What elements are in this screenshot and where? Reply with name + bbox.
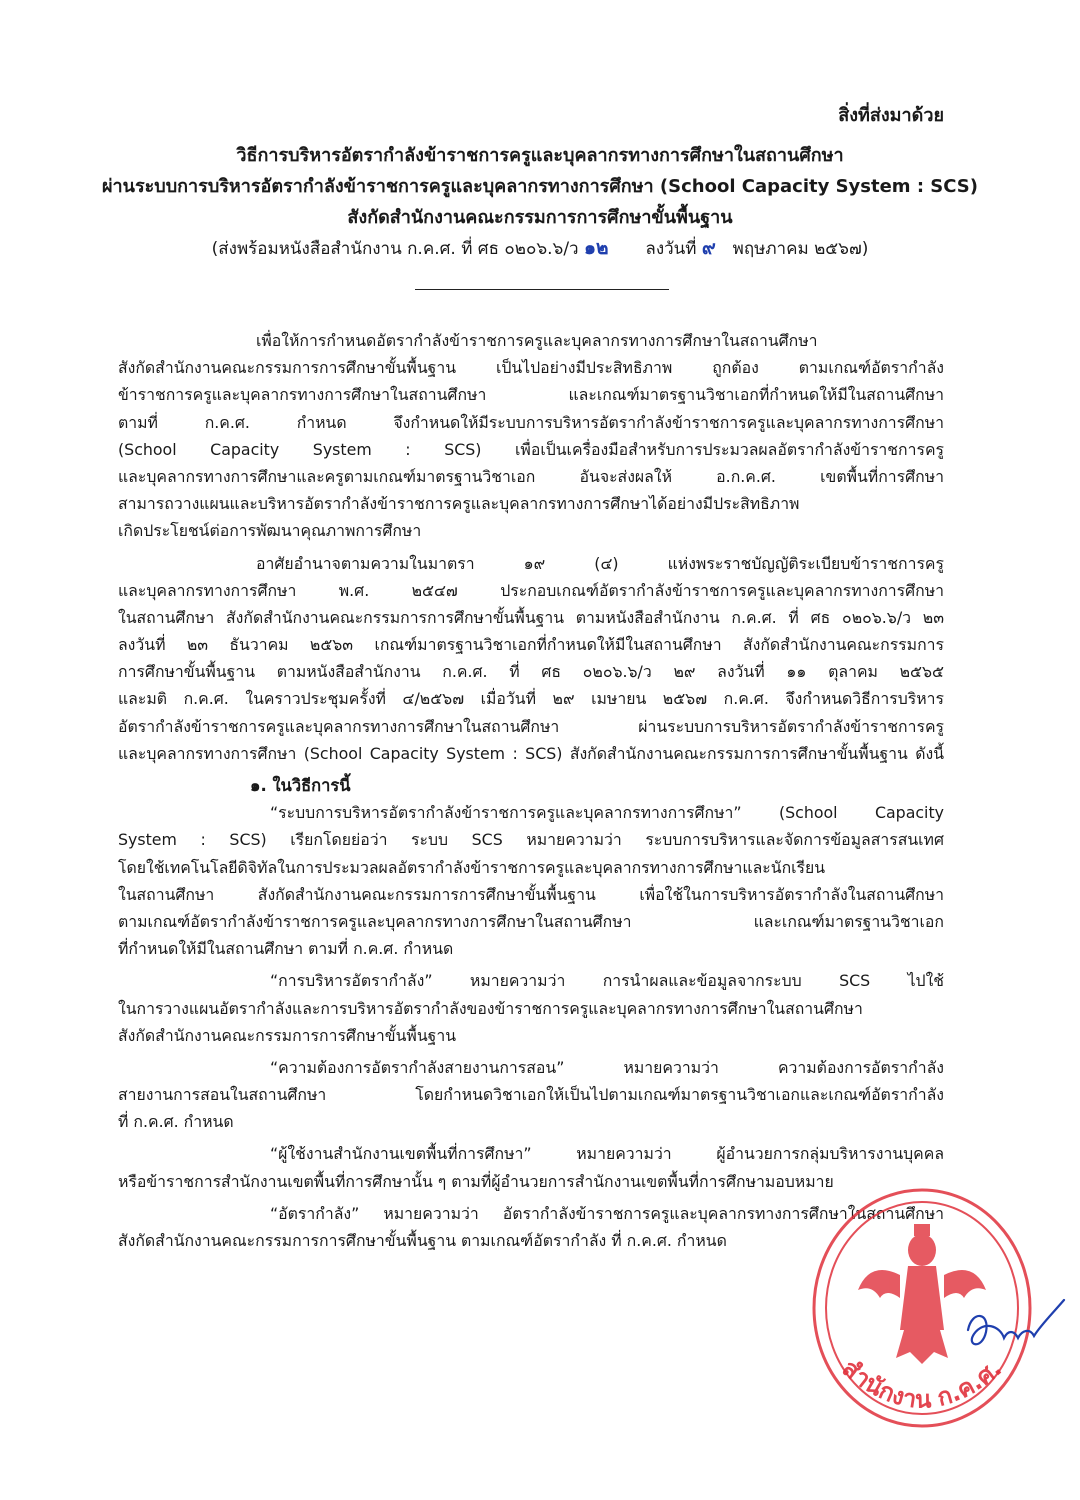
- text-line: เกิดประโยชน์ต่อการพัฒนาคุณภาพการศึกษา: [118, 521, 422, 541]
- text-line: ในการวางแผนอัตรากำลังและการบริหารอัตรากำลังของข้าราชการครูและบุคลากรทางการศึกษาในสถานศึกษา: [118, 998, 863, 1018]
- paragraph-authority: [118, 550, 944, 768]
- reference-date-label: ลงวันที่: [645, 239, 697, 259]
- text-line: ที่ ก.ค.ศ. กำหนด: [118, 1112, 234, 1132]
- definition-teaching-demand: [118, 1054, 944, 1136]
- title-line-1: วิธีการบริหารอัตรากำลังข้าราชการครูและบุคลากรทางการศึกษาในสถานศึกษา: [236, 145, 844, 166]
- document-title: [0, 140, 1080, 265]
- title-line-3: สังกัดสำนักงานคณะกรรมการการศึกษาขั้นพื้นฐาน: [347, 207, 733, 228]
- text-line: และบุคลากรทางการศึกษา (School Capacity System : SCS) สังกัดสำนักงานคณะกรรมการการศึกษาขั้นพื้นฐาน ดังนี้: [118, 743, 944, 763]
- section-1-heading: ๑. ในวิธีการนี้: [250, 776, 351, 795]
- text-line: “ความต้องการอัตรากำลังสายงานการสอน” หมายความว่า ความต้องการอัตรากำลัง: [270, 1057, 944, 1077]
- text-line: อาศัยอำนาจตามความในมาตรา ๑๙ (๔) แห่งพระราชบัญญัติระเบียบข้าราชการครู: [256, 553, 944, 573]
- definition-scs: [118, 799, 944, 962]
- text-line: และมติ ก.ค.ศ. ในคราวประชุมครั้งที่ ๔/๒๕๖๗ เมื่อวันที่ ๒๙ เมษายน ๒๕๖๗ ก.ค.ศ. จึงกำหนดวิธีการบริหาร: [118, 689, 944, 709]
- text-line: การศึกษาขั้นพื้นฐาน ตามหนังสือสำนักงาน ก.ค.ศ. ที่ ศธ ๐๒๐๖.๖/ว ๒๙ ลงวันที่ ๑๑ ตุลาคม ๒๕๖๕: [118, 662, 944, 682]
- enclosure-label: สิ่งที่ส่งมาด้วย: [838, 105, 944, 126]
- reference-number: ๑๒: [584, 237, 609, 259]
- text-line: สังกัดสำนักงานคณะกรรมการการศึกษาขั้นพื้นฐาน: [118, 1025, 456, 1045]
- text-line: ที่กำหนดให้มีในสถานศึกษา ตามที่ ก.ค.ศ. กำหนด: [118, 939, 454, 959]
- title-divider: [415, 289, 669, 290]
- definition-workforce-management: [118, 967, 944, 1049]
- text-line: ข้าราชการครูและบุคลากรทางการศึกษาในสถานศึกษา และเกณฑ์มาตรฐานวิชาเอกที่กำหนดให้มีในสถานศึกษา: [118, 385, 944, 405]
- text-line: ลงวันที่ ๒๓ ธันวาคม ๒๕๖๓ เกณฑ์มาตรฐานวิชาเอกที่กำหนดให้มีในสถานศึกษา สังกัดสำนักงานคณะกรรมการ: [118, 635, 944, 655]
- text-line: สังกัดสำนักงานคณะกรรมการการศึกษาขั้นพื้นฐาน เป็นไปอย่างมีประสิทธิภาพ ถูกต้อง ตามเกณฑ์อัตรากำลัง: [118, 358, 944, 378]
- text-line: เพื่อให้การกำหนดอัตรากำลังข้าราชการครูและบุคลากรทางการศึกษาในสถานศึกษา: [256, 331, 818, 350]
- text-line: ในสถานศึกษา สังกัดสำนักงานคณะกรรมการการศึกษาขั้นพื้นฐาน ตามหนังสือสำนักงาน ก.ค.ศ. ที่ ศธ ๐๒๐๖.๖/ว ๒๓: [118, 607, 944, 627]
- text-line: “การบริหารอัตรากำลัง” หมายความว่า การนำผลและข้อมูลจากระบบ SCS ไปใช้: [270, 971, 944, 991]
- text-line: หรือข้าราชการสำนักงานเขตพื้นที่การศึกษานั้น ๆ ตามที่ผู้อำนวยการสำนักงานเขตพื้นที่การศึกษามอบหมาย: [118, 1171, 834, 1191]
- paragraph-purpose: [118, 327, 944, 545]
- text-line: (School Capacity System : SCS) เพื่อเป็นเครื่องมือสำหรับการประมวลผลอัตรากำลังข้าราชการครู: [118, 439, 944, 459]
- text-line: System : SCS) เรียกโดยย่อว่า ระบบ SCS หมายความว่า ระบบการบริหารและจัดการข้อมูลสารสนเทศ: [118, 830, 944, 850]
- reference-month-year: พฤษภาคม ๒๕๖๗): [732, 239, 869, 259]
- text-line: ในสถานศึกษา สังกัดสำนักงานคณะกรรมการการศึกษาขั้นพื้นฐาน เพื่อใช้ในการบริหารอัตรากำลังในสถานศึกษา: [118, 884, 944, 904]
- text-line: ตามที่ ก.ค.ศ. กำหนด จึงกำหนดให้มีระบบการบริหารอัตรากำลังข้าราชการครูและบุคลากรทางการศึกษา: [118, 412, 944, 432]
- document-body: [118, 327, 944, 1259]
- seal-text: สำนักงาน ก.ค.ศ.: [836, 1353, 1008, 1414]
- text-line: “อัตรากำลัง” หมายความว่า อัตรากำลังข้าราชการครูและบุคลากรทางการศึกษาในสถานศึกษา: [270, 1203, 944, 1223]
- text-line: สามารถวางแผนและบริหารอัตรากำลังข้าราชการครูและบุคลากรทางการศึกษาได้อย่างมีประสิทธิภาพ: [118, 494, 800, 514]
- text-line: “ผู้ใช้งานสำนักงานเขตพื้นที่การศึกษา” หมายความว่า ผู้อำนวยการกลุ่มบริหารงานบุคคล: [270, 1144, 944, 1164]
- text-line: สังกัดสำนักงานคณะกรรมการการศึกษาขั้นพื้นฐาน ตามเกณฑ์อัตรากำลัง ที่ ก.ค.ศ. กำหนด: [118, 1231, 727, 1250]
- text-line: สายงานการสอนในสถานศึกษา โดยกำหนดวิชาเอกให้เป็นไปตามเกณฑ์มาตรฐานวิชาเอกและเกณฑ์อัตรากำลัง: [118, 1085, 944, 1105]
- text-line: โดยใช้เทคโนโลยีดิจิทัลในการประมวลผลอัตรากำลังข้าราชการครูและบุคลากรทางการศึกษาและนักเรียน: [118, 857, 826, 877]
- text-line: อัตรากำลังข้าราชการครูและบุคลากรทางการศึกษาในสถานศึกษา ผ่านระบบการบริหารอัตรากำลังข้าราชการครู: [118, 716, 944, 736]
- reference-line: [0, 233, 1080, 265]
- reference-prefix: (ส่งพร้อมหนังสือสำนักงาน ก.ค.ศ. ที่ ศธ ๐๒๐๖.๖/ว: [211, 239, 579, 259]
- signature: [960, 1290, 1070, 1370]
- text-line: และบุคลากรทางการศึกษาและครูตามเกณฑ์มาตรฐานวิชาเอก อันจะส่งผลให้ อ.ก.ค.ศ. เขตพื้นที่การศึกษา: [118, 466, 944, 486]
- text-line: ตามเกณฑ์อัตรากำลังข้าราชการครูและบุคลากรทางการศึกษาในสถานศึกษา และเกณฑ์มาตรฐานวิชาเอก: [118, 911, 944, 931]
- text-line: “ระบบการบริหารอัตรากำลังข้าราชการครูและบุคลากรทางการศึกษา” (School Capacity: [270, 803, 944, 823]
- reference-day: ๙: [701, 237, 716, 259]
- text-line: และบุคลากรทางการศึกษา พ.ศ. ๒๕๔๗ ประกอบเกณฑ์อัตรากำลังข้าราชการครูและบุคลากรทางการศึกษา: [118, 580, 944, 600]
- title-line-2: ผ่านระบบการบริหารอัตรากำลังข้าราชการครูและบุคลากรทางการศึกษา (School Capacity System : SCS): [102, 176, 978, 197]
